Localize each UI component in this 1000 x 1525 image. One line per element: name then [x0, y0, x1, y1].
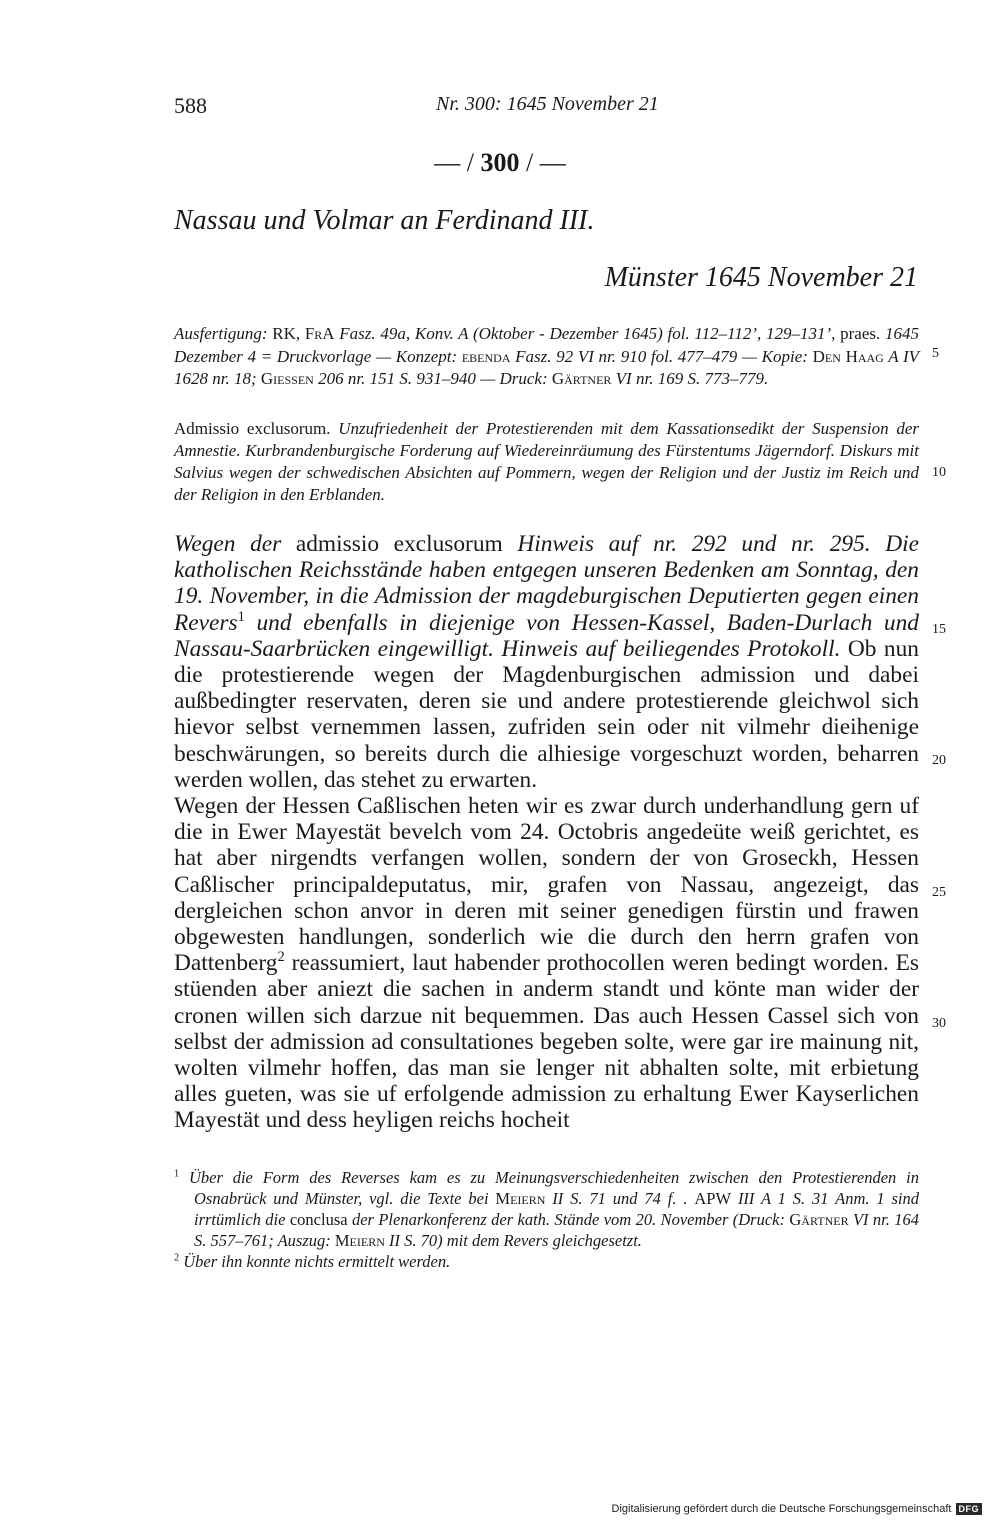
- document-number-pre: — /: [434, 148, 481, 177]
- footnotes: [174, 1167, 919, 1272]
- line-number: 5: [932, 346, 939, 361]
- line-number: 10: [932, 465, 946, 480]
- running-title: Nr. 300: 1645 November 21: [436, 93, 659, 115]
- meta-seg: FrA: [304, 324, 335, 343]
- meta-seg: A IV 1628 nr. 18;: [174, 346, 919, 388]
- paragraph: [174, 531, 919, 793]
- footnote-seg: VI nr. 164 S. 557–761; Auszug:: [194, 1210, 920, 1250]
- meta-seg: 1645 Dezember 4 = Druckvorlage — Konzept:: [174, 324, 919, 366]
- footnote-mark: 2: [174, 1252, 180, 1264]
- line-number: 15: [932, 622, 946, 637]
- document-number-value: 300: [480, 148, 520, 177]
- text-seg: Wegen der Hessen Caßlischen heten wir es zwar durch underhandlung gern uf die in Ewer Mayestät bevelch vom 24. Octobris angedeüte weiß gerichtet, es hat aber nirgendts verfangen wollen, sondern der von Groseckh, Hessen Caßlischer principaldeputatus, mir, grafen von Nassau, angezeigt, das dergleichen schon anvor in deren mit seiner genedigen fürstin und frawen obgewesten handlungen, sonderlich wie die durch den herrn grafen von Dattenberg: [174, 793, 919, 977]
- meta-seg: VI nr. 169 S. 773–779.: [611, 369, 769, 388]
- summary-seg: Admissio exclusorum.: [174, 419, 339, 438]
- meta-seg: Gärtner: [551, 369, 612, 388]
- footnote: [174, 1167, 919, 1251]
- footnote-seg: Meiern: [334, 1231, 385, 1250]
- text-seg: Ob nun die protestierende wegen der Magdenburgischen admission und dabei außbedingter reservaten, deren sie und andere protestierende gleichwol sich hievor selbst vernemmen lassen, zufriden sein oder nit vilmehr dieihenige beschwärungen, so bereits durch die alhiesige vorgeschuzt worden, beharren werden wollen, das stehet zu erwarten.: [174, 635, 919, 793]
- meta-seg: 206 nr. 151 S. 931–940 — Druck:: [313, 369, 552, 388]
- dfg-logo: DFG: [956, 1503, 983, 1515]
- meta-seg: RK,: [267, 324, 305, 343]
- dateline: Münster 1645 November 21: [604, 262, 918, 293]
- document-title: Nassau und Volmar an Ferdinand III.: [174, 205, 595, 236]
- meta-seg: Fasz. 92 VI nr. 910 fol. 477–479 — Kopie:: [510, 346, 813, 366]
- footnote-mark: 1: [174, 1168, 180, 1180]
- text-seg: admissio exclusorum: [281, 531, 518, 557]
- line-number: 30: [932, 1016, 946, 1031]
- main-text: [174, 531, 919, 1134]
- footnote-seg: Meiern: [495, 1189, 546, 1208]
- page-number: 588: [174, 93, 207, 118]
- text-seg: reassumiert, laut habender prothocollen weren bedingt worden. Es stüenden aber aniezt die sachen in anderm standt und könte man wider der cronen willen sich darzue nit bequemmen. Das auch Hessen Cassel sich von selbst der admission ad consultationes begeben solte, were gar ire mainung nit, wolten vilmehr hoffen, das man sie lenger nit abhalten solte, mit erbietung alles gueten, was sie uf erfolgende admission zu erhaltung Ewer Kayserlichen Mayestät und dess heyligen reichs hocheit: [174, 950, 919, 1134]
- meta-seg: Giessen: [260, 369, 314, 388]
- footnote-ref: 2: [277, 949, 285, 966]
- summary-seg: Unzufriedenheit der Protestierenden mit dem Kassationsedikt der Suspension der Amnestie. Kurbrandenburgische Forderung auf Wiedereinräumung des Fürstentums Jägerndorf. Diskurs mit Salvius wegen der schwedischen Absichten auf Pommern, wegen der Religion und der Justiz im Reich und der Religion in den Erblanden.: [174, 419, 919, 504]
- meta-seg: Ausfertigung:: [174, 324, 268, 343]
- source-description: [174, 323, 919, 391]
- footnote-seg: II S. 71 und 74 f. .: [545, 1189, 695, 1208]
- meta-seg: Fasz. 49a, Konv. A (Oktober - Dezember 1645) fol. 112–112’, 129–131’,: [334, 324, 836, 343]
- line-number: 25: [932, 885, 946, 900]
- funding-text: Digitalisierung gefördert durch die Deutsche Forschungsgemeinschaft: [611, 1503, 952, 1515]
- text-seg: Wegen der: [174, 531, 282, 557]
- document-number-post: / —: [519, 148, 566, 177]
- footnote-seg: III A 1 S. 31 Anm. 1 sind irrtümlich die: [194, 1189, 920, 1229]
- document-number: [0, 148, 1000, 178]
- footnote-seg: II S. 70) mit dem Revers gleichgesetzt.: [384, 1231, 642, 1250]
- line-number: 20: [932, 753, 946, 768]
- document-summary: [174, 418, 919, 506]
- funding-footer: [612, 1503, 982, 1515]
- footnote-seg: Über die Form des Reverses kam es zu Meinungsverschiedenheiten zwischen den Protestierenden in Osnabrück und Münster, vgl. die Texte bei: [179, 1168, 919, 1208]
- footnote-seg: conclusa: [289, 1210, 348, 1229]
- text-seg: und ebenfalls in diejenige von Hessen-Kassel, Baden-Durlach und Nassau-Saarbrücken eingewilligt. Hinweis auf beiliegendes Protokoll.: [174, 609, 919, 662]
- footnote: [174, 1251, 919, 1272]
- meta-seg: Den Haag: [812, 346, 884, 366]
- meta-seg: ebenda: [461, 346, 511, 366]
- footnote-seg: der Plenarkonferenz der kath. Stände vom 20. November (Druck:: [347, 1210, 790, 1229]
- meta-seg: praes.: [835, 324, 885, 343]
- footnote-seg: Über ihn konnte nichts ermittelt werden.: [179, 1252, 451, 1271]
- paragraph: [174, 793, 919, 1134]
- footnote-ref: 1: [237, 608, 245, 625]
- footnote-seg: Gärtner: [789, 1210, 849, 1229]
- text-seg: Hinweis auf nr. 292 und nr. 295. Die katholischen Reichsstände haben entgegen unseren Bedenken am Sonntag, den 19. November, in die Admission der magdeburgischen Deputierten gegen einen Revers: [174, 531, 919, 636]
- footnote-seg: APW: [694, 1189, 732, 1208]
